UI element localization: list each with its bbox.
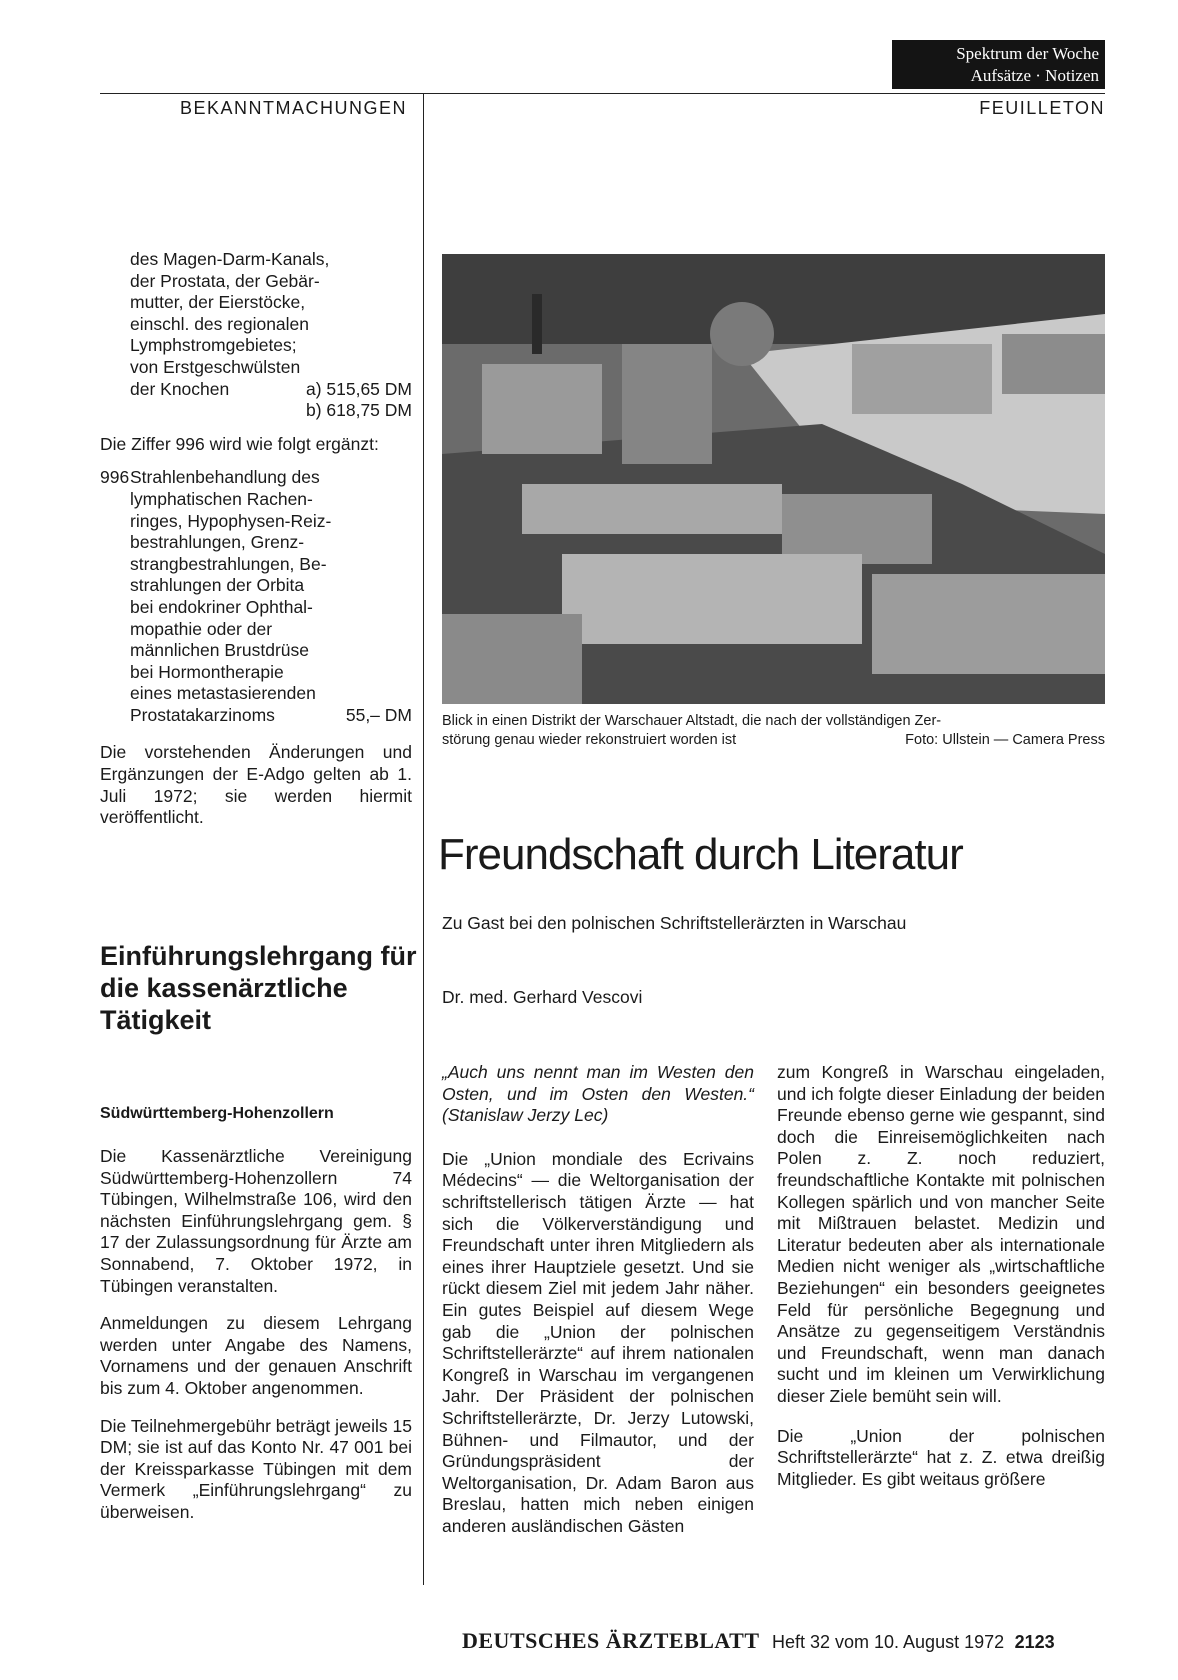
fee-item-1-label: der Knochen bbox=[130, 378, 230, 399]
header-rule bbox=[100, 93, 1105, 94]
article-paragraph: zum Kongreß in Warschau eingeladen, und ich folgte dieser Einladung der beiden Freunde ebenso gerne wie gespannt, sind doch die Einreisemöglichkeiten nach Polen z. Z. noch reduziert, freundschaftliche Kontakte mit polnischen Kollegen spärlich und von mancher Seite mit Mißtrauen belastet. Medizin und Literatur bedeuten aber als internationale Medien nicht weniger als „wirtschaftliche Beziehungen“ ein besonders geeignetes Feld für persönliche Begegnung und Ansätze zu gegenseitigem Verständnis und Freundschaft, wenn man danach sucht und im kleinen um Verwirklichung dieser Ziele bemüht sein will. bbox=[777, 1062, 1105, 1406]
fee-item-996-line: mopathie oder der bbox=[130, 618, 273, 639]
section-tag-line1: Spektrum der Woche bbox=[956, 44, 1099, 63]
fee-item-996-line: strahlungen der Orbita bbox=[130, 575, 305, 596]
page-number: 2123 bbox=[1014, 1632, 1055, 1652]
article-paragraph: Die „Union der polnischen Schriftstellerärzte“ hat z. Z. etwa dreißig Mitglieder. Es gibt weitaus größere bbox=[777, 1425, 1105, 1489]
fee-item-996-line: bestrahlungen, Grenz- bbox=[130, 532, 305, 553]
warsaw-old-town-photo bbox=[442, 254, 1105, 704]
fee-item-996-line: männlichen Brustdrüse bbox=[130, 640, 309, 661]
fee-item-996-line: bei Hormontherapie bbox=[130, 661, 284, 682]
fee-item-996-line: Strahlenbehandlung des bbox=[130, 467, 320, 488]
fee-item-1-line: einschl. des regionalen bbox=[130, 313, 310, 334]
article-author: Dr. med. Gerhard Vescovi bbox=[442, 987, 643, 1007]
announcement-heading: Einführungslehrgang für die kassenärztliche Tätigkeit bbox=[100, 941, 417, 1035]
fee-item-1-line: Lymphstromgebietes; bbox=[130, 335, 297, 356]
announcement-body bbox=[100, 1146, 412, 1524]
fee-price-b: b) 618,75 DM bbox=[305, 400, 412, 421]
fee-item-list bbox=[100, 249, 412, 829]
announcement-paragraph: Die Teilnehmergebühr beträgt jeweils 15 DM; sie ist auf das Konto Nr. 47 001 bei der Kreissparkasse Tübingen mit dem Vermerk „Einführungslehrgang“ zu überweisen. bbox=[100, 1415, 412, 1522]
region-subheading: Südwürttemberg-Hohenzollern bbox=[100, 1105, 334, 1122]
column-divider bbox=[423, 93, 424, 1585]
epigraph: „Auch uns nennt man im Westen den Osten, und im Osten den Westen.“ (Stanislaw Jerzy Lec) bbox=[442, 1062, 754, 1126]
fee-item-1 bbox=[100, 249, 412, 422]
caption-text: Blick in einen Distrikt der Warschauer Altstadt, die nach der vollständigen Zer- bbox=[442, 713, 942, 729]
fee-item-1-price-row bbox=[130, 379, 412, 401]
announcement-paragraph: Anmeldungen zu diesem Lehrgang werden unter Angabe des Namens, Vornamens und der genauen Anschrift bis zum 4. Oktober angenommen. bbox=[100, 1313, 412, 1398]
section-label-right: FEUILLETON bbox=[979, 98, 1105, 118]
fee-price-a: a) 515,65 DM bbox=[305, 378, 412, 399]
article-column-1 bbox=[442, 1062, 754, 1537]
fee-item-996 bbox=[100, 467, 412, 726]
ziffer-note: Die Ziffer 996 wird wie folgt ergänzt: bbox=[100, 433, 379, 454]
article-title: Freundschaft durch Literatur bbox=[438, 830, 963, 879]
fee-item-996-price-row bbox=[130, 705, 412, 727]
fee-item-996-line: bei endokriner Ophthal- bbox=[130, 596, 313, 617]
page-footer bbox=[462, 1628, 1055, 1654]
fee-item-996-line: eines metastasierenden bbox=[130, 683, 316, 704]
fee-item-996-line: lymphatischen Rachen- bbox=[130, 488, 313, 509]
caption-text: störung genau wieder rekonstruiert worden ist bbox=[442, 732, 737, 748]
fee-item-996-line: strangbestrahlungen, Be- bbox=[130, 553, 327, 574]
fee-item-996-line: ringes, Hypophysen-Reiz- bbox=[130, 510, 332, 531]
fee-item-1-line: des Magen-Darm-Kanals, bbox=[130, 249, 330, 269]
article-column-2 bbox=[777, 1062, 1105, 1490]
fee-item-1-line: der Prostata, der Gebär- bbox=[130, 270, 320, 291]
section-tag bbox=[892, 40, 1105, 89]
photo-caption bbox=[442, 712, 1105, 750]
article-paragraph: Die „Union mondiale des Ecrivains Médecins“ — die Weltorganisation der schriftstellerisch tätigen Ärzte — hat sich die Völkerverständigung und Freundschaft unter ihren Mitgliedern als eines ihrer Hauptziele gesetzt. Und sie rückt diesem Ziel mit jedem Jahr näher. Ein gutes Beispiel auf diesem Wege gab die „Union der polnischen Schriftstellerärzte“ auf ihrem nationalen Kongreß in Warschau im vergangenen Jahr. Der Präsident der polnischen Schriftstellerärzte, Dr. Jerzy Lutowski, Bühnen- und Filmautor, und der Gründungspräsident der Weltorganisation, Dr. Adam Baron aus Breslau, hatten mich neben einigen anderen ausländischen Gästen bbox=[442, 1148, 754, 1536]
announcement-paragraph: Die Kassenärztliche Vereinigung Südwürttemberg-Hohenzollern 74 Tübingen, Wilhelmstraße 106, wird den nächsten Einführungslehrgang gem. § 17 der Zulassungsordnung für Ärzte am Sonnabend, 7. Oktober 1972, in Tübingen veranstalten. bbox=[100, 1146, 412, 1296]
changes-paragraph: Die vorstehenden Änderungen und Ergänzungen der E-Adgo gelten ab 1. Juli 1972; sie werden hiermit veröffentlicht. bbox=[100, 742, 412, 828]
fee-item-996-label: Prostatakarzinoms bbox=[130, 704, 275, 725]
section-label-left: BEKANNTMACHUNGEN bbox=[180, 98, 408, 118]
article-subtitle: Zu Gast bei den polnischen Schriftstellerärzten in Warschau bbox=[442, 913, 907, 933]
section-tag-line2: Aufsätze · Notizen bbox=[970, 66, 1099, 85]
photo-credit: Foto: Ullstein — Camera Press bbox=[905, 732, 1105, 748]
fee-item-996-number: 996 bbox=[100, 467, 130, 488]
fee-item-1-line: von Erstgeschwülsten bbox=[130, 356, 301, 377]
journal-masthead: DEUTSCHES ÄRZTEBLATT bbox=[462, 1628, 760, 1653]
fee-item-1-line: mutter, der Eierstöcke, bbox=[130, 292, 306, 313]
fee-price-996: 55,– DM bbox=[345, 704, 412, 725]
issue-info: Heft 32 vom 10. August 1972 bbox=[771, 1632, 1005, 1652]
